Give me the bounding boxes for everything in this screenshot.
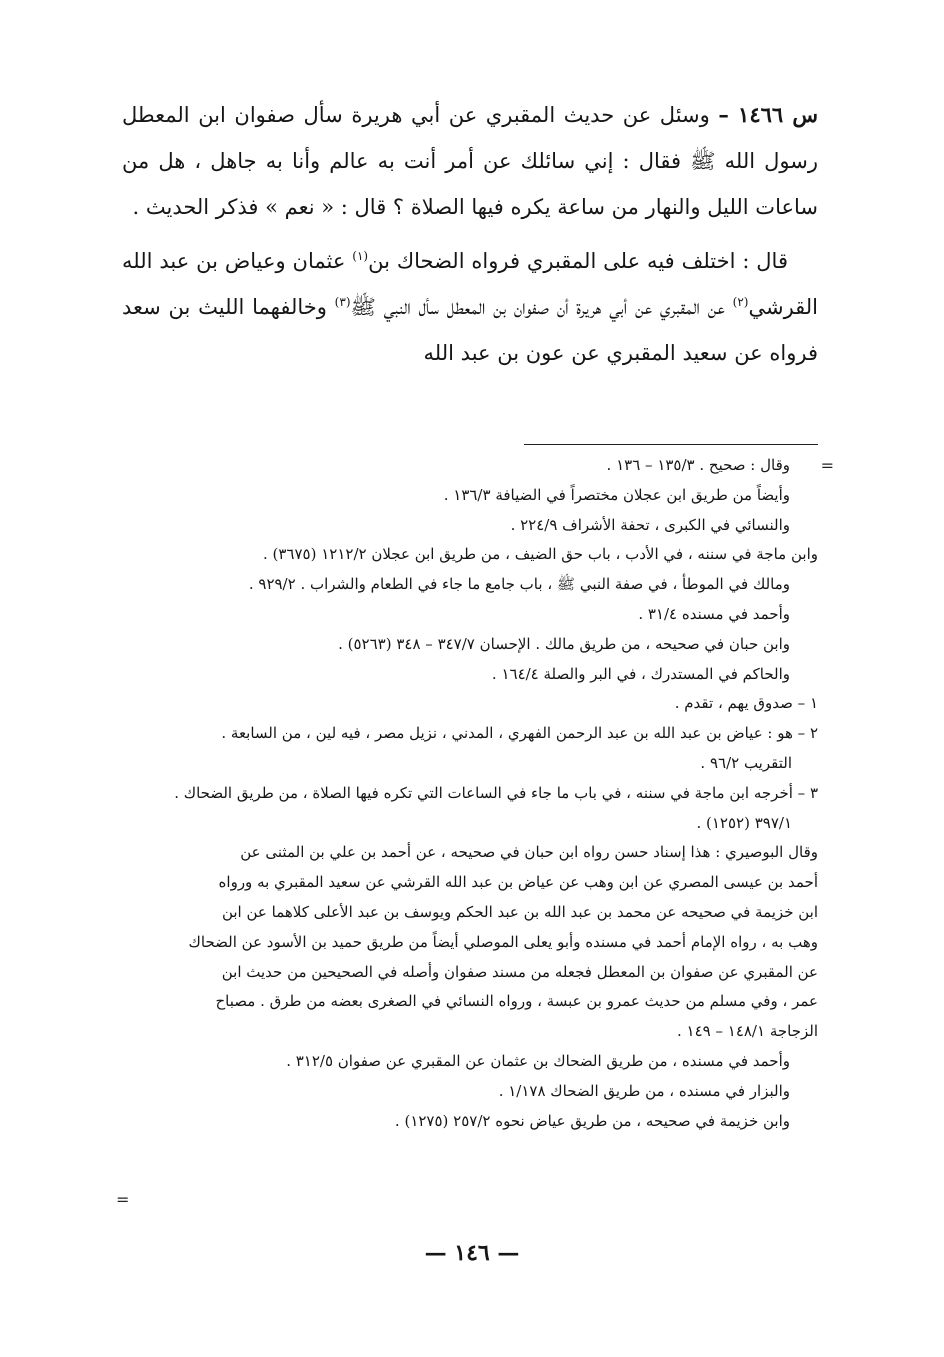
answer-text-part-1: قال : اختلف فيه على المقبري فرواه الضحاك بن: [368, 249, 788, 273]
footnote-line: وقال : صحيح . ١٣٥/٣ – ١٣٦ .: [606, 456, 790, 474]
footnote-1: ١ – صدوق يهم ، تقدم .: [674, 694, 818, 713]
footnote-line: عن المقبري عن صفوان بن المعطل فجعله من مسند صفوان وأصله في الصحيحين من حديث ابن: [221, 962, 818, 981]
page-number: — ١٤٦ —: [424, 1240, 520, 1266]
footnote-line: وقال البوصيري : هذا إسناد حسن رواه ابن حبان في صحيحه ، عن أحمد بن علي بن المثنى عن: [240, 843, 818, 862]
footnote-line: وأيضاً من طريق ابن عجلان مختصراً في الضيافة ١٣٦/٣ .: [443, 485, 790, 504]
footnote-line: وأحمد في مسنده ، من طريق الضحاك بن عثمان عن المقبري عن صفوان ٣١٢/٥ .: [286, 1051, 790, 1070]
footnote-line: ابن خزيمة في صحيحه عن محمد بن عبد الله بن عبد الحكم ويوسف بن عبد الأعلى كلاهما عن ابن: [221, 902, 818, 921]
question-number: س ١٤٦٦ –: [718, 102, 818, 127]
answer-text-part-4: وخالفهما الليث بن سعد فرواه عن سعيد المقبري عن عون بن عبد الله: [122, 295, 818, 365]
footnote-line: وابن خزيمة في صحيحه ، من طريق عياض نحوه ٢٥٧/٢ (١٢٧٥) .: [394, 1111, 790, 1130]
footnote-line: أحمد بن عيسى المصري عن ابن وهب عن عياض بن عبد الله القرشي عن سعيد المقبري به ورواه: [218, 873, 818, 892]
footnote-line: التقريب ٩٦/٢ .: [700, 753, 792, 772]
continued-mark-bottom: =: [116, 1190, 130, 1209]
footnote-line: الزجاجة ١٤٨/١ – ١٤٩ .: [677, 1022, 818, 1041]
footnote-line: والحاكم في المستدرك ، في البر والصلة ١٦٤/٤ .: [491, 664, 790, 683]
footnote-ref-3[interactable]: (٣): [334, 295, 351, 309]
footnote-ref-2[interactable]: (٢): [732, 295, 749, 309]
footnote-3: ٣ – أخرجه ابن ماجة في سننه ، في باب ما جاء في الساعات التي تكره فيها الصلاة ، من طريق الضحاك .: [174, 783, 818, 802]
footnote-line: عمر ، وفي مسلم من حديث عمرو بن عبسة ، ورواه النسائي في الصغرى بعضه من طرق . مصباح: [215, 992, 818, 1011]
answer-paragraph: [122, 238, 818, 376]
footnotes: [122, 451, 818, 1136]
question-paragraph: [122, 92, 818, 230]
question-text: وسئل عن حديث المقبري عن أبي هريرة سأل صفوان ابن المعطل رسول الله ﷺ فقال : إني سائلك عن أمر أنت به عالم وأنا به جاهل ، هل من ساعات الليل والنهار من ساعة يكره فيها الصلاة ؟ قال : « نعم » فذكر الحديث .: [122, 103, 818, 219]
footnote-line: وأحمد في مسنده ٣١/٤ .: [638, 604, 790, 623]
footnote-line: وابن ماجة في سننه ، في الأدب ، باب حق الضيف ، من طريق ابن عجلان ١٢١٢/٢ (٣٦٧٥) .: [262, 545, 818, 564]
footnote-line: ٣٩٧/١ (١٢٥٢) .: [696, 813, 792, 832]
footnote-line: ومالك في الموطأ ، في صفة النبي ﷺ ، باب جامع ما جاء في الطعام والشراب . ٩٢٩/٢ .: [248, 575, 790, 594]
footnote-2: ٢ – هو : عياض بن عبد الله بن عبد الرحمن الفهري ، المدني ، نزيل مصر ، فيه لين ، من السابعة .: [221, 724, 818, 743]
answer-text-part-2: عثمان وعياض بن عبد الله القرشي: [122, 249, 819, 319]
footnote-ref-1[interactable]: (١): [352, 249, 369, 263]
main-text: [122, 92, 818, 376]
continued-mark-top: =: [820, 456, 834, 475]
footnote-line: والنسائي في الكبرى ، تحفة الأشراف ٢٢٤/٩ .: [510, 515, 790, 534]
answer-text-part-3: عن المقبري عن أبي هريرة أن صفوان بن المعطل سأل النبي ﷺ: [350, 295, 733, 319]
footnote-line: والبزار في مسنده ، من طريق الضحاك ١/١٧٨ .: [498, 1081, 790, 1100]
footnote-line: وهب به ، رواه الإمام أحمد في مسنده وأبو يعلى الموصلي أيضاً من طريق حميد بن الأسود عن الضحاك: [188, 932, 818, 951]
footnote-line: وابن حبان في صحيحه ، من طريق مالك . الإحسان ٣٤٧/٧ – ٣٤٨ (٥٢٦٣) .: [338, 634, 790, 653]
footnote-divider: [524, 444, 818, 445]
